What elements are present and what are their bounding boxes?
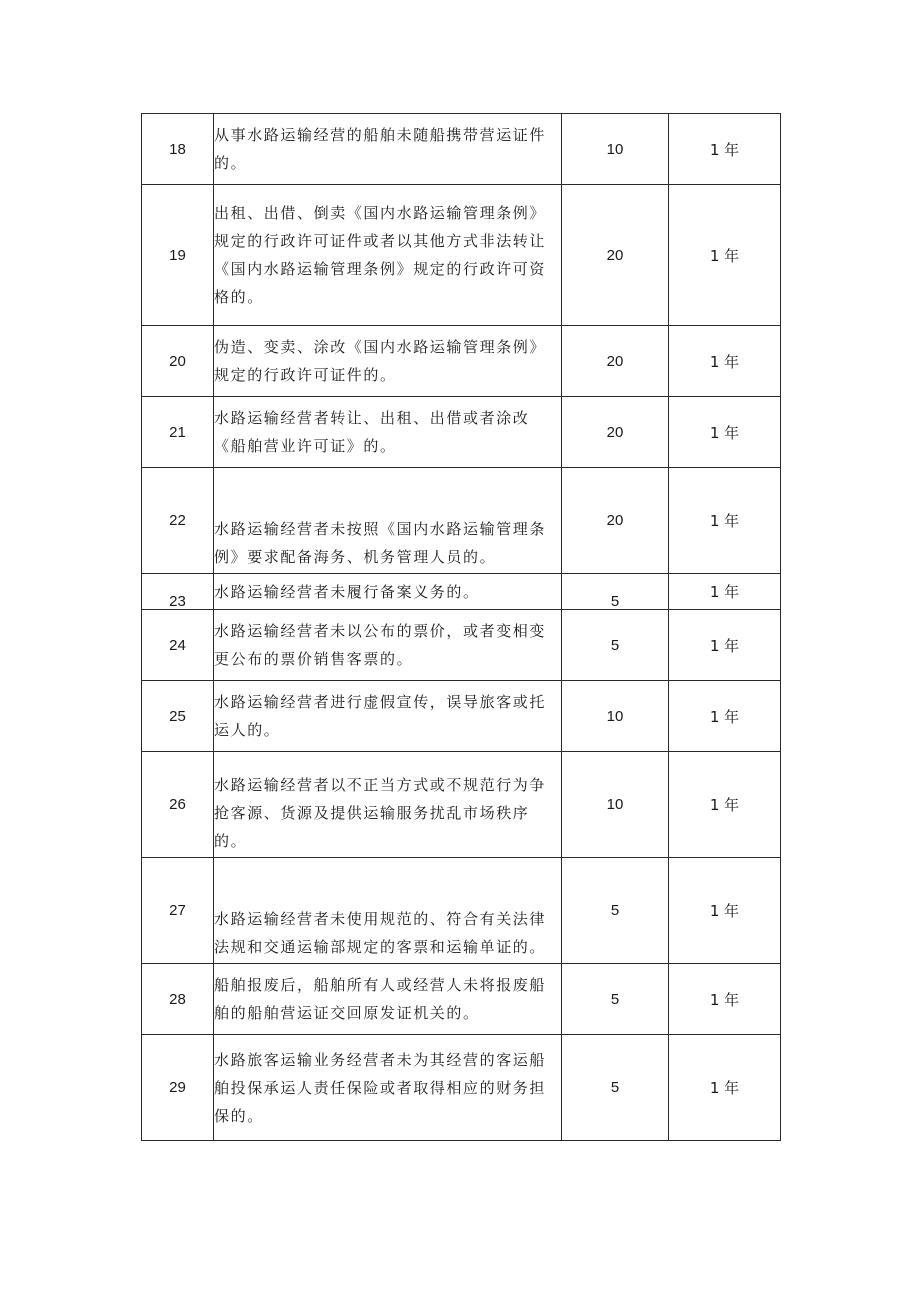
row-number: 27 [142, 858, 214, 964]
violation-description: 水路运输经营者进行虚假宣传，误导旅客或托运人的。 [214, 681, 562, 752]
period-cell: 1 年 [669, 752, 781, 858]
score-cell: 20 [562, 468, 669, 574]
score-cell: 10 [562, 681, 669, 752]
score-cell: 20 [562, 185, 669, 326]
period-cell: 1 年 [669, 681, 781, 752]
score-cell: 5 [562, 1035, 669, 1141]
violation-description: 水路运输经营者以不正当方式或不规范行为争抢客源、货源及提供运输服务扰乱市场秩序的。 [214, 752, 562, 858]
row-number-text: 23 [169, 593, 186, 610]
violation-description: 从事水路运输经营的船舶未随船携带营运证件的。 [214, 114, 562, 185]
row-number: 28 [142, 964, 214, 1035]
period-cell: 1 年 [669, 468, 781, 574]
score-cell: 5 [562, 964, 669, 1035]
table-row [142, 574, 781, 610]
score-cell: 20 [562, 326, 669, 397]
violation-description: 出租、出借、倒卖《国内水路运输管理条例》规定的行政许可证件或者以其他方式非法转让《国内水路运输管理条例》规定的行政许可资格的。 [214, 185, 562, 326]
period-cell: 1 年 [669, 964, 781, 1035]
period-cell: 1 年 [669, 858, 781, 964]
score-text: 5 [610, 593, 620, 610]
violation-description: 船舶报废后，船舶所有人或经营人未将报废船舶的船舶营运证交回原发证机关的。 [214, 964, 562, 1035]
period-cell: 1 年 [669, 397, 781, 468]
violation-description: 水路运输经营者未使用规范的、符合有关法律法规和交通运输部规定的客票和运输单证的。 [214, 858, 562, 964]
row-number: 29 [142, 1035, 214, 1141]
row-number: 18 [142, 114, 214, 185]
row-number: 19 [142, 185, 214, 326]
row-number: 26 [142, 752, 214, 858]
period-cell: 1 年 [669, 114, 781, 185]
row-number: 24 [142, 610, 214, 681]
table-row [142, 964, 781, 1035]
table-row [142, 858, 781, 964]
table-row [142, 397, 781, 468]
score-cell: 5 [562, 858, 669, 964]
row-number: 25 [142, 681, 214, 752]
table-row [142, 1035, 781, 1141]
score-cell: 5 [562, 610, 669, 681]
score-cell: 10 [562, 114, 669, 185]
row-number: 21 [142, 397, 214, 468]
violations-table [141, 113, 781, 1141]
row-number [142, 574, 214, 610]
violation-description: 伪造、变卖、涂改《国内水路运输管理条例》规定的行政许可证件的。 [214, 326, 562, 397]
score-cell [562, 574, 669, 610]
row-number: 20 [142, 326, 214, 397]
score-cell: 10 [562, 752, 669, 858]
period-cell: 1 年 [669, 185, 781, 326]
period-cell: 1 年 [669, 574, 781, 610]
row-number: 22 [142, 468, 214, 574]
table-row [142, 468, 781, 574]
table-row [142, 752, 781, 858]
violation-description: 水路运输经营者转让、出租、出借或者涂改《船舶营业许可证》的。 [214, 397, 562, 468]
violation-description: 水路运输经营者未以公布的票价，或者变相变更公布的票价销售客票的。 [214, 610, 562, 681]
table-row [142, 681, 781, 752]
period-cell: 1 年 [669, 326, 781, 397]
violation-description: 水路运输经营者未按照《国内水路运输管理条例》要求配备海务、机务管理人员的。 [214, 468, 562, 574]
violation-description: 水路旅客运输业务经营者未为其经营的客运船舶投保承运人责任保险或者取得相应的财务担保的。 [214, 1035, 562, 1141]
score-cell: 20 [562, 397, 669, 468]
period-cell: 1 年 [669, 1035, 781, 1141]
table-row [142, 326, 781, 397]
table-row [142, 610, 781, 681]
period-cell: 1 年 [669, 610, 781, 681]
violation-description: 水路运输经营者未履行备案义务的。 [214, 574, 562, 610]
table-row [142, 114, 781, 185]
table-row [142, 185, 781, 326]
